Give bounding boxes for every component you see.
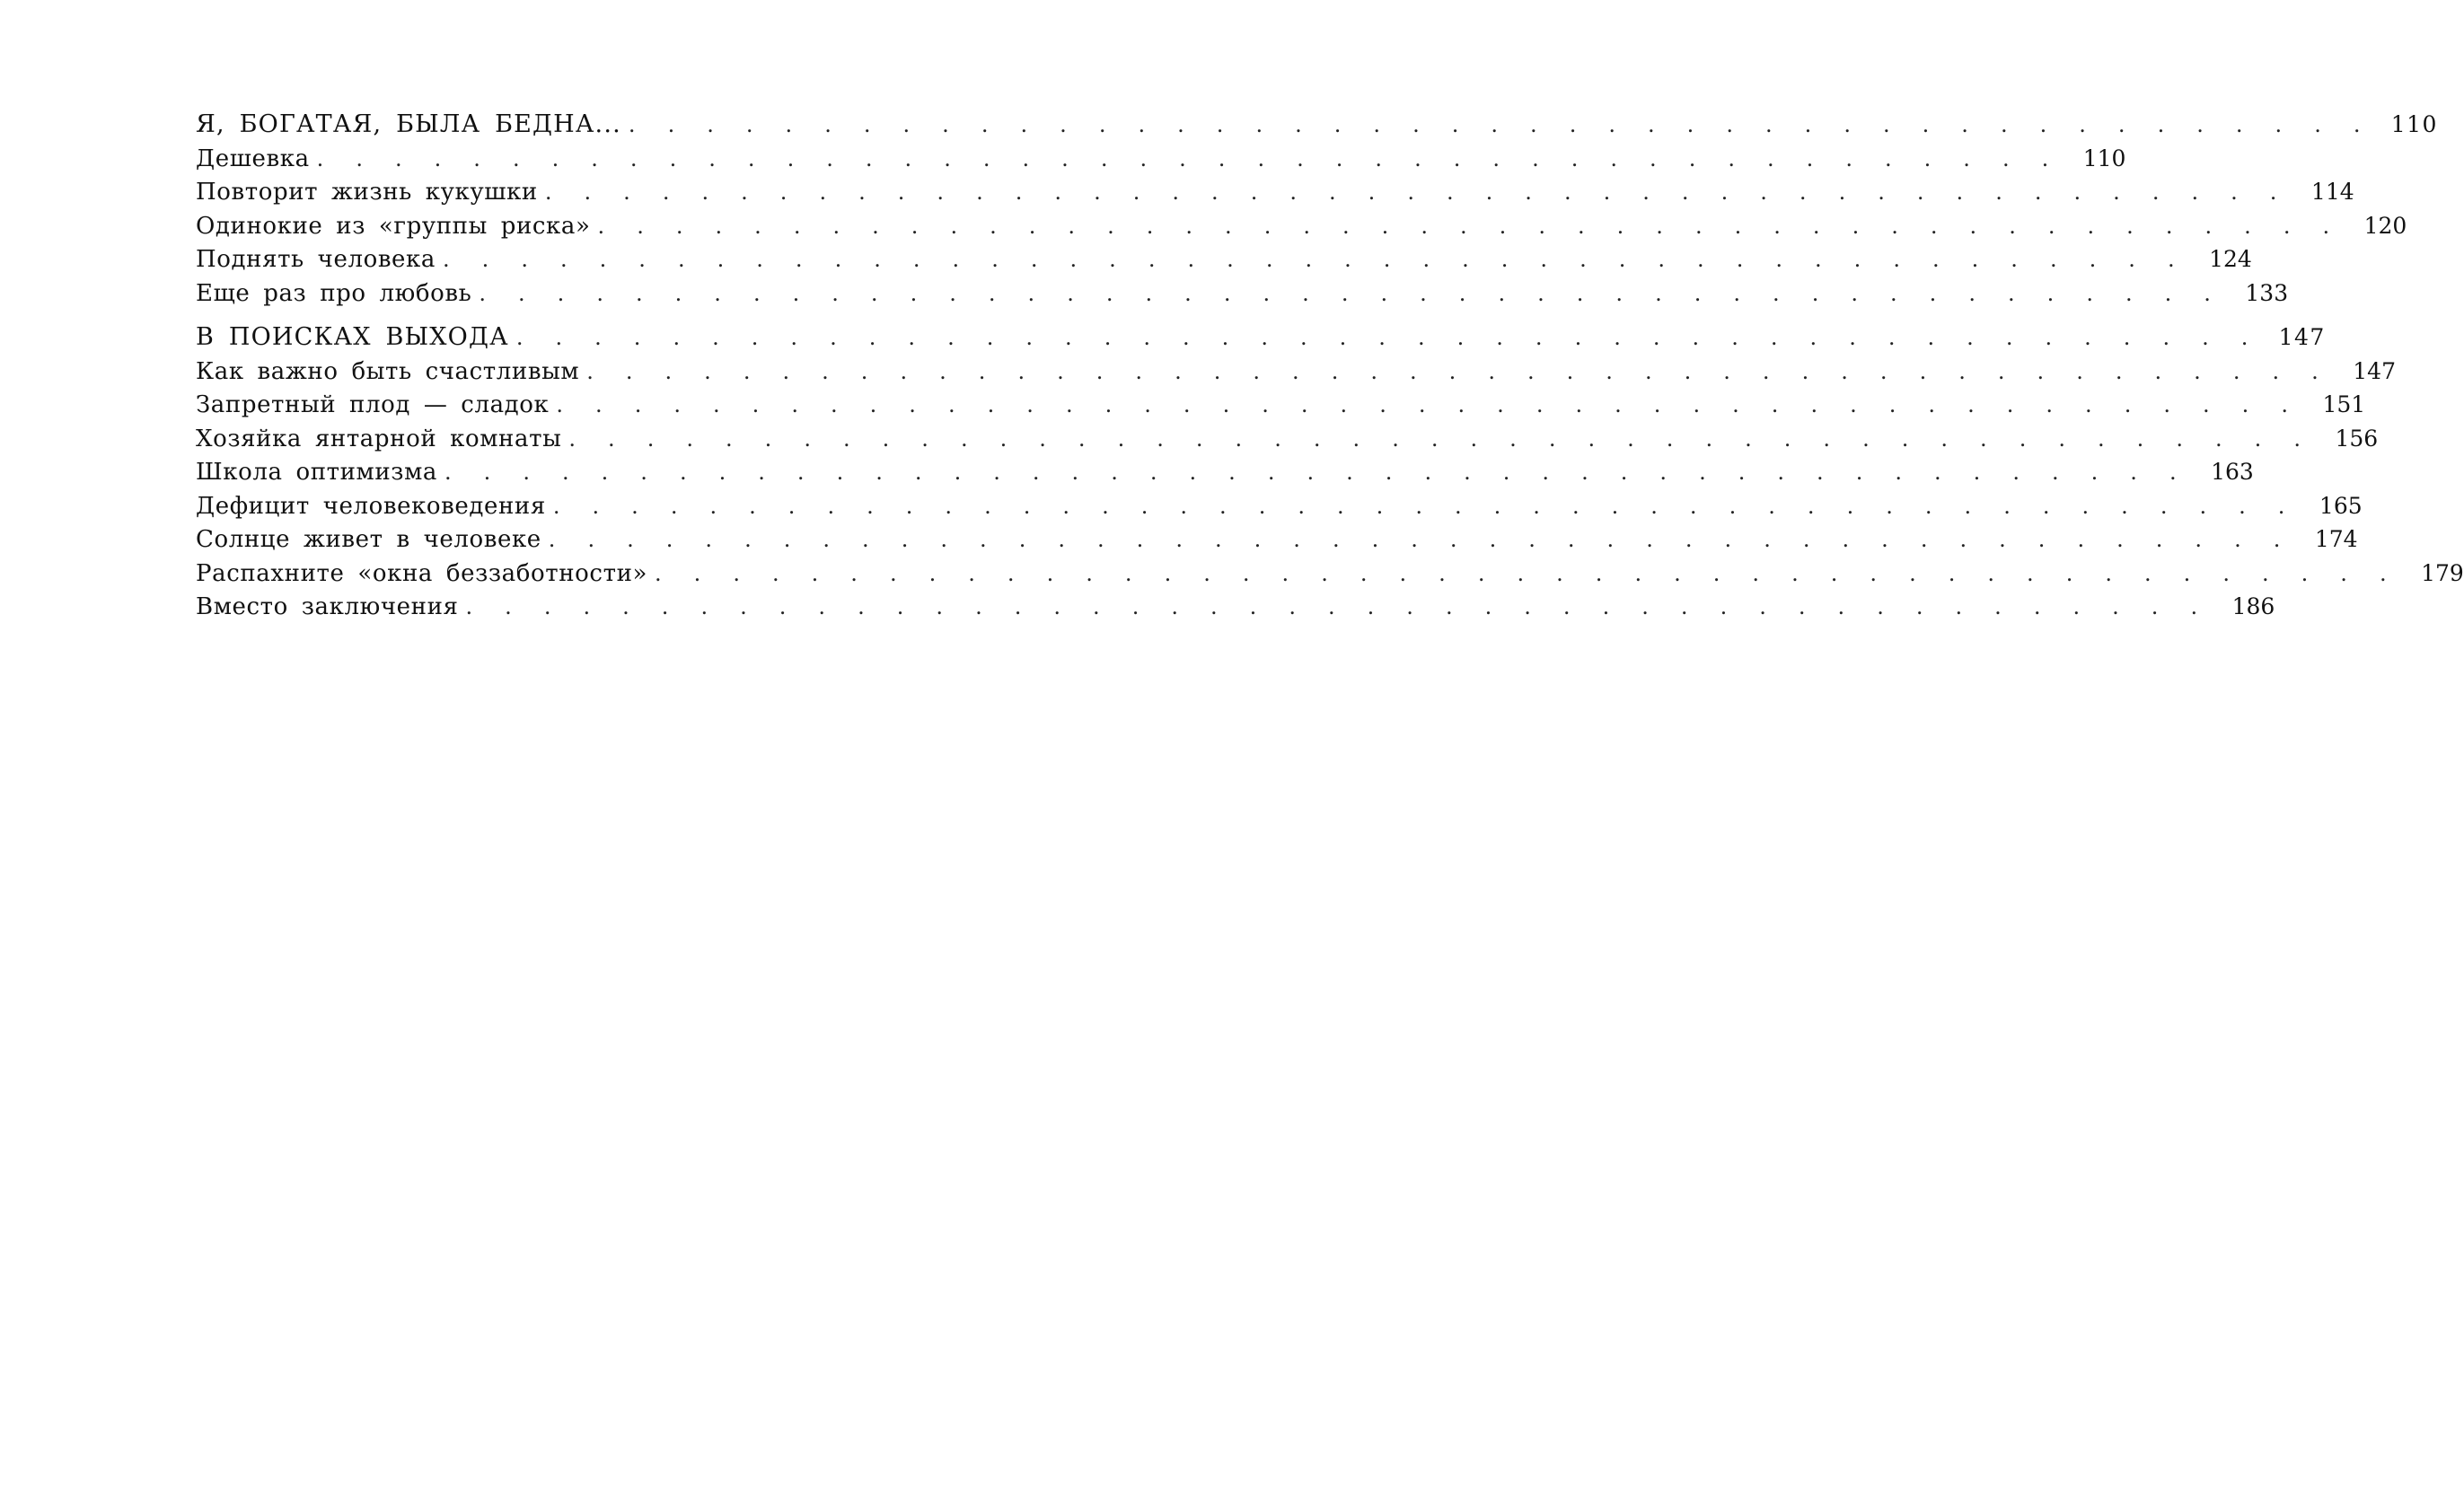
- dot-leader: . . . . . . . . . . . . . . . . . . . . . . . . . . . . . . . . . . . . . . . . . . . . .: [655, 560, 2399, 586]
- toc-entry: [196, 489, 2363, 523]
- toc-page-number: 110: [2390, 111, 2438, 137]
- dot-leader: . . . . . . . . . . . . . . . . . . . . . . . . . . . . . . . . . . . . . . . . . . . . .: [556, 392, 2301, 417]
- toc-entry: [196, 175, 2354, 209]
- toc-entry-title: Хозяйка янтарной комнаты: [196, 425, 562, 452]
- toc-section-2: [196, 320, 2464, 624]
- toc-entry: [196, 355, 2396, 389]
- dot-leader: . . . . . . . . . . . . . . . . . . . . . . . . . . . . . . . . . . . . . . . . . . . . .: [568, 426, 2314, 452]
- toc-entry-title: Дефицит человековедения: [196, 492, 546, 520]
- dot-leader: . . . . . . . . . . . . . . . . . . . . . . . . . . . . . . . . . . . . . . . . . . . . .: [544, 180, 2290, 205]
- dot-leader: . . . . . . . . . . . . . . . . . . . . . . . . . . . . . . . . . . . . . . . . . . . . .: [597, 213, 2343, 239]
- toc-entry: [196, 522, 2358, 557]
- toc-page-number: 124: [2209, 246, 2252, 272]
- toc-entry-title: Поднять человека: [196, 246, 436, 273]
- toc-page-number: 110: [2082, 145, 2126, 171]
- toc-section-heading: [196, 108, 2438, 142]
- toc-entry-title: Солнце живет в человеке: [196, 526, 541, 553]
- toc-entry-title: Вместо заключения: [196, 593, 459, 620]
- toc-page-number: 151: [2322, 391, 2366, 417]
- toc-page-number: 165: [2319, 492, 2363, 519]
- dot-leader: . . . . . . . . . . . . . . . . . . . . . . . . . . . . . . . . . . . . . . . . . . . . .: [443, 247, 2187, 272]
- toc-entry: [196, 557, 2464, 591]
- toc-page-number: 163: [2211, 459, 2254, 485]
- toc-entry: [196, 590, 2275, 624]
- toc-entry: [196, 242, 2252, 276]
- dot-leader: . . . . . . . . . . . . . . . . . . . . . . . . . . . . . . . . . . . . . . . . . . . . .: [479, 280, 2224, 306]
- dot-leader: . . . . . . . . . . . . . . . . . . . . . . . . . . . . . . . . . . . . . . . . . . . . .: [628, 112, 2373, 137]
- toc-page-number: 133: [2245, 279, 2289, 306]
- toc-entry: [196, 142, 2126, 176]
- dot-leader: . . . . . . . . . . . . . . . . . . . . . . . . . . . . . . . . . . . . . . . . . . . . .: [586, 358, 2331, 384]
- toc-entry-title: Как важно быть счастливым: [196, 357, 580, 385]
- toc-heading-title: В ПОИСКАХ ВЫХОДА: [196, 323, 509, 351]
- dot-leader: . . . . . . . . . . . . . . . . . . . . . . . . . . . . . . . . . . . . . . . . . . . . .: [316, 145, 2062, 171]
- toc-entry-title: Запретный плод — сладок: [196, 391, 550, 418]
- toc-section-heading: [196, 320, 2326, 355]
- dot-leader: . . . . . . . . . . . . . . . . . . . . . . . . . . . . . . . . . . . . . . . . . . . . .: [548, 527, 2293, 552]
- dot-leader: . . . . . . . . . . . . . . . . . . . . . . . . . . . . . . . . . . . . . . . . . . . . .: [444, 460, 2189, 485]
- toc-page-number: 174: [2314, 526, 2358, 552]
- toc-page-number: 186: [2231, 593, 2275, 619]
- toc-entry: [196, 455, 2254, 489]
- toc-page-number: 156: [2335, 425, 2379, 452]
- toc-entry-title: Одинокие из «группы риска»: [196, 212, 591, 240]
- toc-entry-title: Школа оптимизма: [196, 459, 438, 486]
- dot-leader: . . . . . . . . . . . . . . . . . . . . . . . . . . . . . . . . . . . . . . . . . . . . .: [465, 594, 2211, 619]
- toc-page-number: 179: [2421, 559, 2464, 586]
- toc-entry: [196, 209, 2407, 243]
- toc-page-number: 114: [2310, 179, 2354, 205]
- toc-page-number: 147: [2353, 357, 2396, 384]
- toc-section-1: [196, 108, 2438, 310]
- toc-heading-title: Я, БОГАТАЯ, БЫЛА БЕДНА...: [196, 110, 621, 138]
- toc-entry: [196, 422, 2379, 456]
- toc-entry: [196, 276, 2289, 311]
- toc-page-number: 120: [2363, 212, 2407, 239]
- dot-leader: . . . . . . . . . . . . . . . . . . . . . . . . . . . . . . . . . . . . . . . . . . . . .: [515, 325, 2261, 350]
- table-of-contents: [196, 108, 2464, 624]
- toc-page-number: 147: [2278, 324, 2326, 350]
- toc-entry-title: Повторит жизнь кукушки: [196, 179, 538, 206]
- toc-entry-title: Еще раз про любовь: [196, 279, 472, 307]
- toc-entry-title: Дешевка: [196, 145, 310, 172]
- toc-entry: [196, 388, 2366, 422]
- toc-entry-title: Распахните «окна беззаботности»: [196, 559, 648, 587]
- dot-leader: . . . . . . . . . . . . . . . . . . . . . . . . . . . . . . . . . . . . . . . . . . . . .: [552, 493, 2298, 519]
